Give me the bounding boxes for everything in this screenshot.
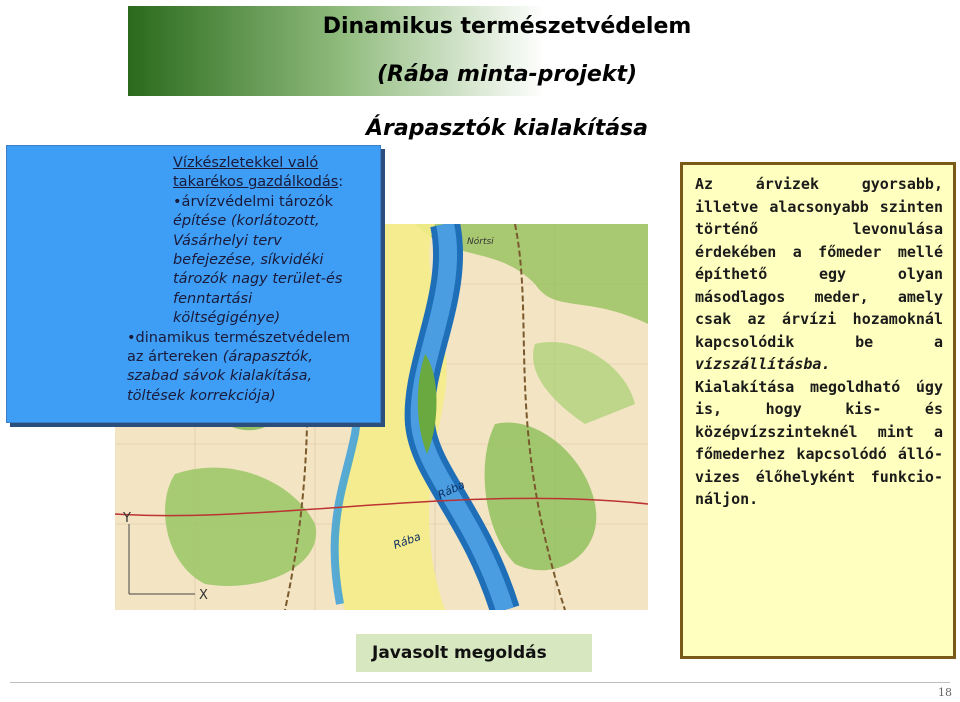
map-label-north: Nórtsi bbox=[467, 237, 494, 247]
footer-divider bbox=[10, 682, 950, 683]
left-box-line: szabad sávok kialakítása, bbox=[127, 368, 313, 385]
left-box-line: tározók nagy terület-és bbox=[173, 271, 343, 288]
page-subtitle: (Rába minta-projekt) bbox=[376, 62, 638, 87]
left-box-line: költségigénye) bbox=[173, 310, 281, 327]
left-box-bullet-1: •árvízvédelmi tározók bbox=[173, 193, 334, 210]
left-box-line: az ártereken (árapasztók, bbox=[127, 349, 313, 366]
left-box-line: építése (korlátozott, bbox=[173, 213, 320, 230]
left-box-line: fenntartási bbox=[173, 290, 253, 307]
left-box-line: töltések korrekciója) bbox=[127, 387, 276, 404]
description-paragraph-2: Kialakítása megoldható úgy is, hogy kis- és középvízszinteknél mint a főmederhez kapcsolódó álló-vizes élőhelyként funkcio-náljon. bbox=[695, 377, 943, 508]
map-label-raba-1: Rába bbox=[435, 478, 467, 502]
right-description-box bbox=[680, 162, 956, 659]
map-axis-y: Y bbox=[123, 511, 131, 526]
page-title: Dinamikus természetvédelem bbox=[322, 14, 692, 39]
left-box-line: befejezése, síkvidéki bbox=[173, 252, 324, 269]
section-title: Árapasztók kialakítása bbox=[365, 116, 648, 141]
page-number: 18 bbox=[938, 686, 952, 699]
left-info-box bbox=[6, 145, 381, 423]
left-box-line: takarékos gazdálkodás: bbox=[173, 174, 344, 191]
left-box-line: Vízkészletekkel való bbox=[173, 155, 319, 171]
map-caption: Javasolt megoldás bbox=[356, 634, 592, 672]
map-label-raba-2: Rába bbox=[391, 529, 423, 552]
description-paragraph-1: Az árvizek gyorsabb, illetve alacsonyabb szinten történő levonulása érdekében a főmeder mellé építhető egy olyan másodlagos meder, amely csak az árvízi hozamoknál kapcsolódik be a vízszállításba. bbox=[695, 175, 943, 373]
map-axis-x: X bbox=[199, 588, 208, 603]
left-box-bullet-2: •dinamikus természetvédelem bbox=[127, 329, 351, 346]
left-box-line: Vásárhelyi terv bbox=[173, 232, 282, 249]
